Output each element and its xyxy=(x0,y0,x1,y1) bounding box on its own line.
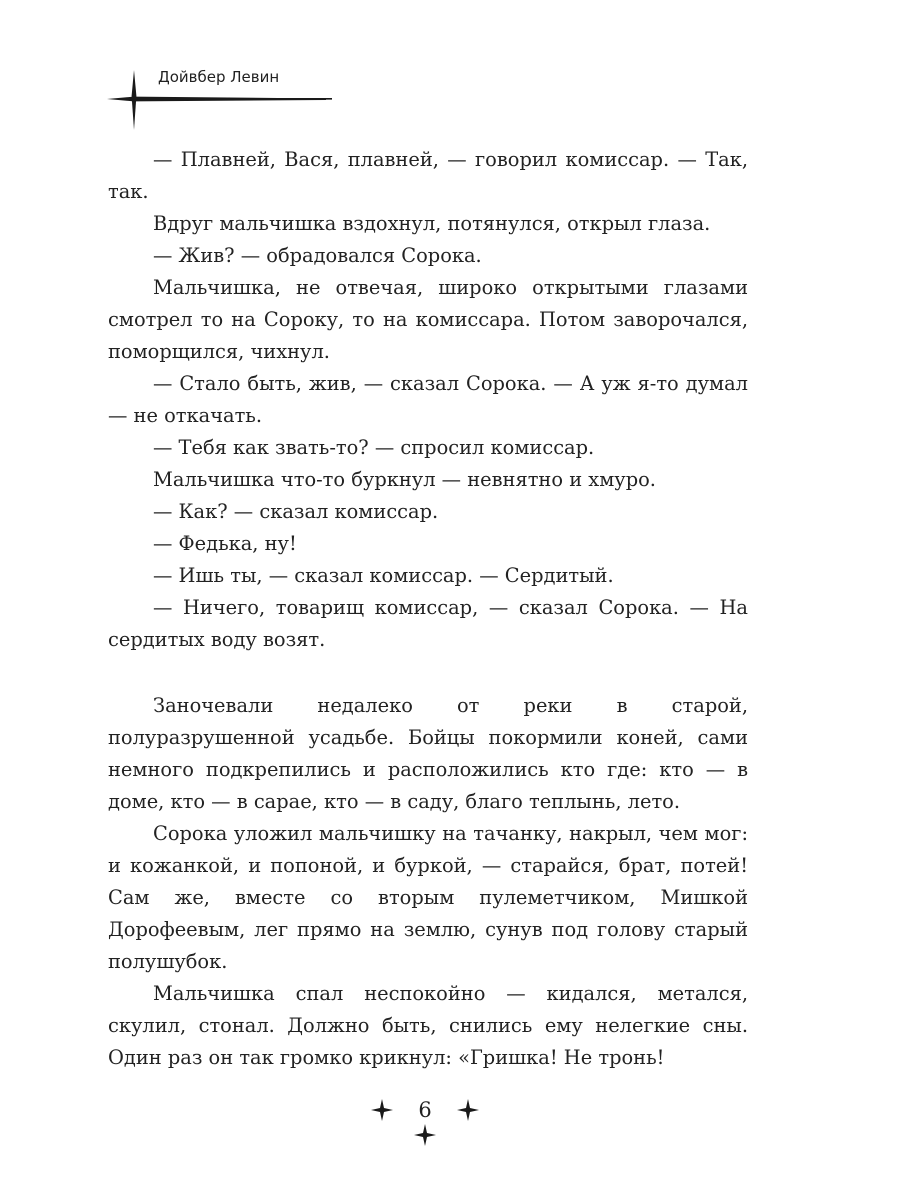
paragraph: Сорока уложил мальчишку на тачанку, накрыл, чем мог: и кожанкой, и попоной, и буркой, — старайся, брат, потей! Сам же, вместе со вторым пулеметчиком, Мишкой Дорофеевым, лег прямо на землю, сунув под голову старый полушубок. xyxy=(108,822,748,973)
paragraph: — Тебя как звать-то? — спросил комиссар. xyxy=(153,436,595,459)
paragraph: — Жив? — обрадовался Сорока. xyxy=(153,244,482,267)
author-name: Дойвбер Левин xyxy=(158,68,280,86)
section-break xyxy=(108,656,748,690)
paragraph: Мальчишка спал неспокойно — кидался, метался, скулил, стонал. Должно быть, снились ему нелегкие сны. Один раз он так громко крикнул: «Гришка! Не тронь! xyxy=(108,982,748,1069)
page-number: 6 xyxy=(418,1098,432,1122)
compass-star-line-icon xyxy=(102,50,342,135)
paragraph: — Стало быть, жив, — сказал Сорока. — А уж я-то думал — не откачать. xyxy=(108,372,748,427)
page-header xyxy=(102,50,342,135)
paragraph: — Ишь ты, — сказал комиссар. — Сердитый. xyxy=(153,564,614,587)
paragraph: Вдруг мальчишка вздохнул, потянулся, открыл глаза. xyxy=(153,212,711,235)
paragraph: — Плавней, Вася, плавней, — говорил комиссар. — Так, так. xyxy=(108,148,748,203)
paragraph: — Ничего, товарищ комиссар, — сказал Сорока. — На сердитых воду возят. xyxy=(108,596,748,651)
paragraph: Заночевали недалеко от реки в старой, полуразрушенной усадьбе. Бойцы покормили коней, сами немного подкрепились и расположились кто где: кто — в доме, кто — в сарае, кто — в саду, благо теплынь, лето. xyxy=(108,694,748,813)
paragraph: Мальчишка что-то буркнул — невнятно и хмуро. xyxy=(153,468,656,491)
paragraph: — Федька, ну! xyxy=(153,532,297,555)
page-text xyxy=(108,144,748,1074)
page-footer xyxy=(360,1090,490,1160)
paragraph: Мальчишка, не отвечая, широко открытыми глазами смотрел то на Сороку, то на комиссара. Потом заворочался, поморщился, чихнул. xyxy=(108,276,748,363)
paragraph: — Как? — сказал комиссар. xyxy=(153,500,439,523)
